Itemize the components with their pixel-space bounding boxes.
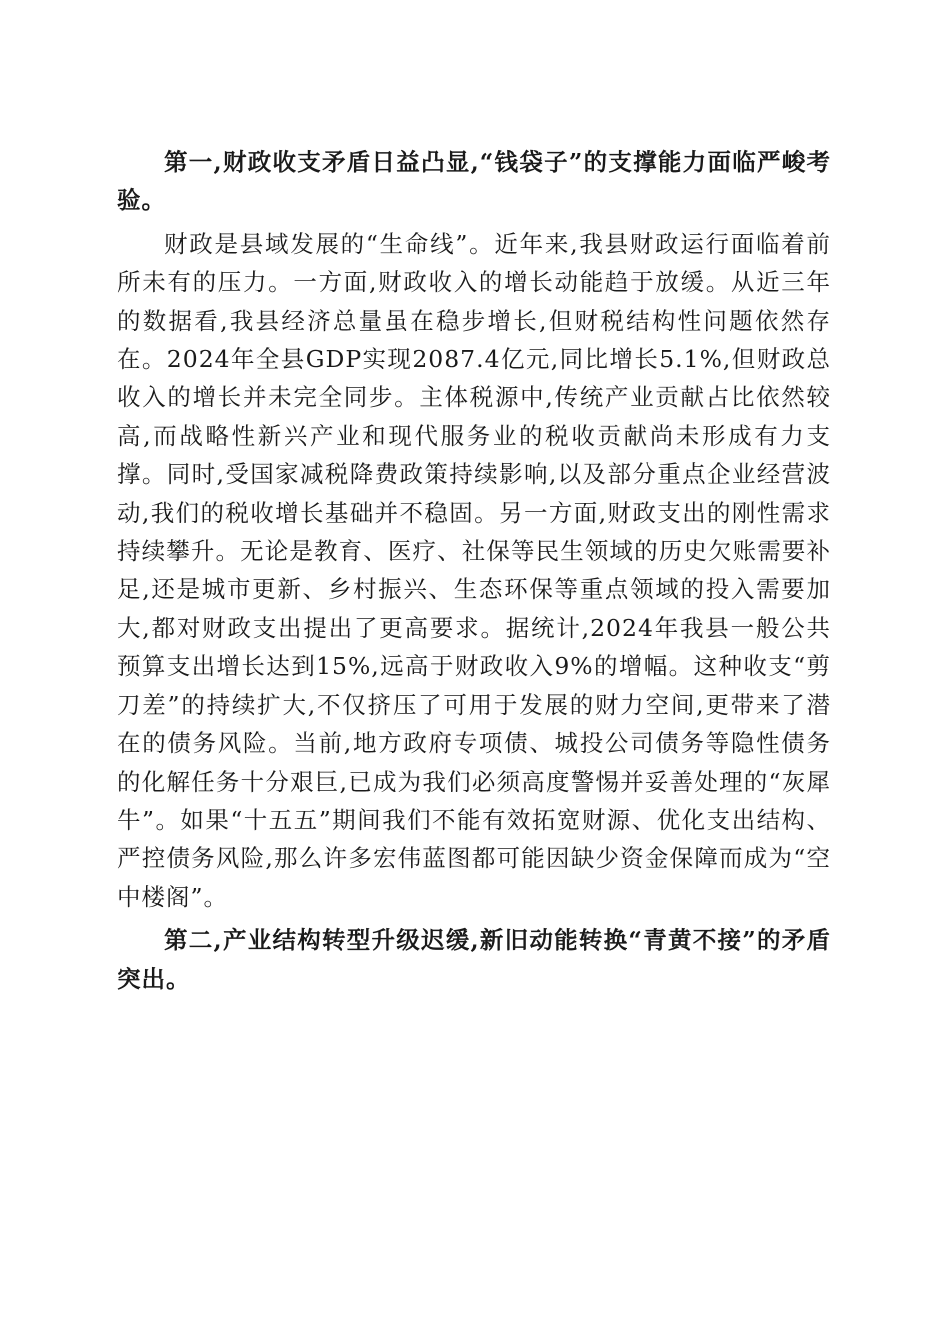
- section-heading-2: 第二,产业结构转型升级迟缓,新旧动能转换“青黄不接”的矛盾突出。: [117, 926, 831, 993]
- body-paragraph: 财政是县域发展的“生命线”。近年来,我县财政运行面临着前所未有的压力。一方面,财政收入的增长动能趋于放缓。从近三年的数据看,我县经济总量虽在稳步增长,但财税结构性问题依然存在。2024年全县GDP实现2087.4亿元,同比增长5.1%,但财政总收入的增长并未完全同步。主体税源中,传统产业贡献占比依然较高,而战略性新兴产业和现代服务业的税收贡献尚未形成有力支撑。同时,受国家减税降费政策持续影响,以及部分重点企业经营波动,我们的税收增长基础并不稳固。另一方面,财政支出的刚性需求持续攀升。无论是教育、医疗、社保等民生领域的历史欠账需要补足,还是城市更新、乡村振兴、生态环保等重点领域的投入需要加大,都对财政支出提出了更高要求。据统计,2024年我县一般公共预算支出增长达到15%,远高于财政收入9%的增幅。这种收支“剪刀差”的持续扩大,不仅挤压了可用于发展的财力空间,更带来了潜在的债务风险。当前,地方政府专项债、城投公司债务等隐性债务的化解任务十分艰巨,已成为我们必须高度警惕并妥善处理的“灰犀牛”。如果“十五五”期间我们不能有效拓宽财源、优化支出结构、严控债务风险,那么许多宏伟蓝图都可能因缺少资金保障而成为“空中楼阁”。: [117, 229, 831, 911]
- document-page: [117, 143, 831, 998]
- section-heading-1: 第一,财政收支矛盾日益凸显,“钱袋子”的支撑能力面临严峻考验。: [117, 148, 831, 215]
